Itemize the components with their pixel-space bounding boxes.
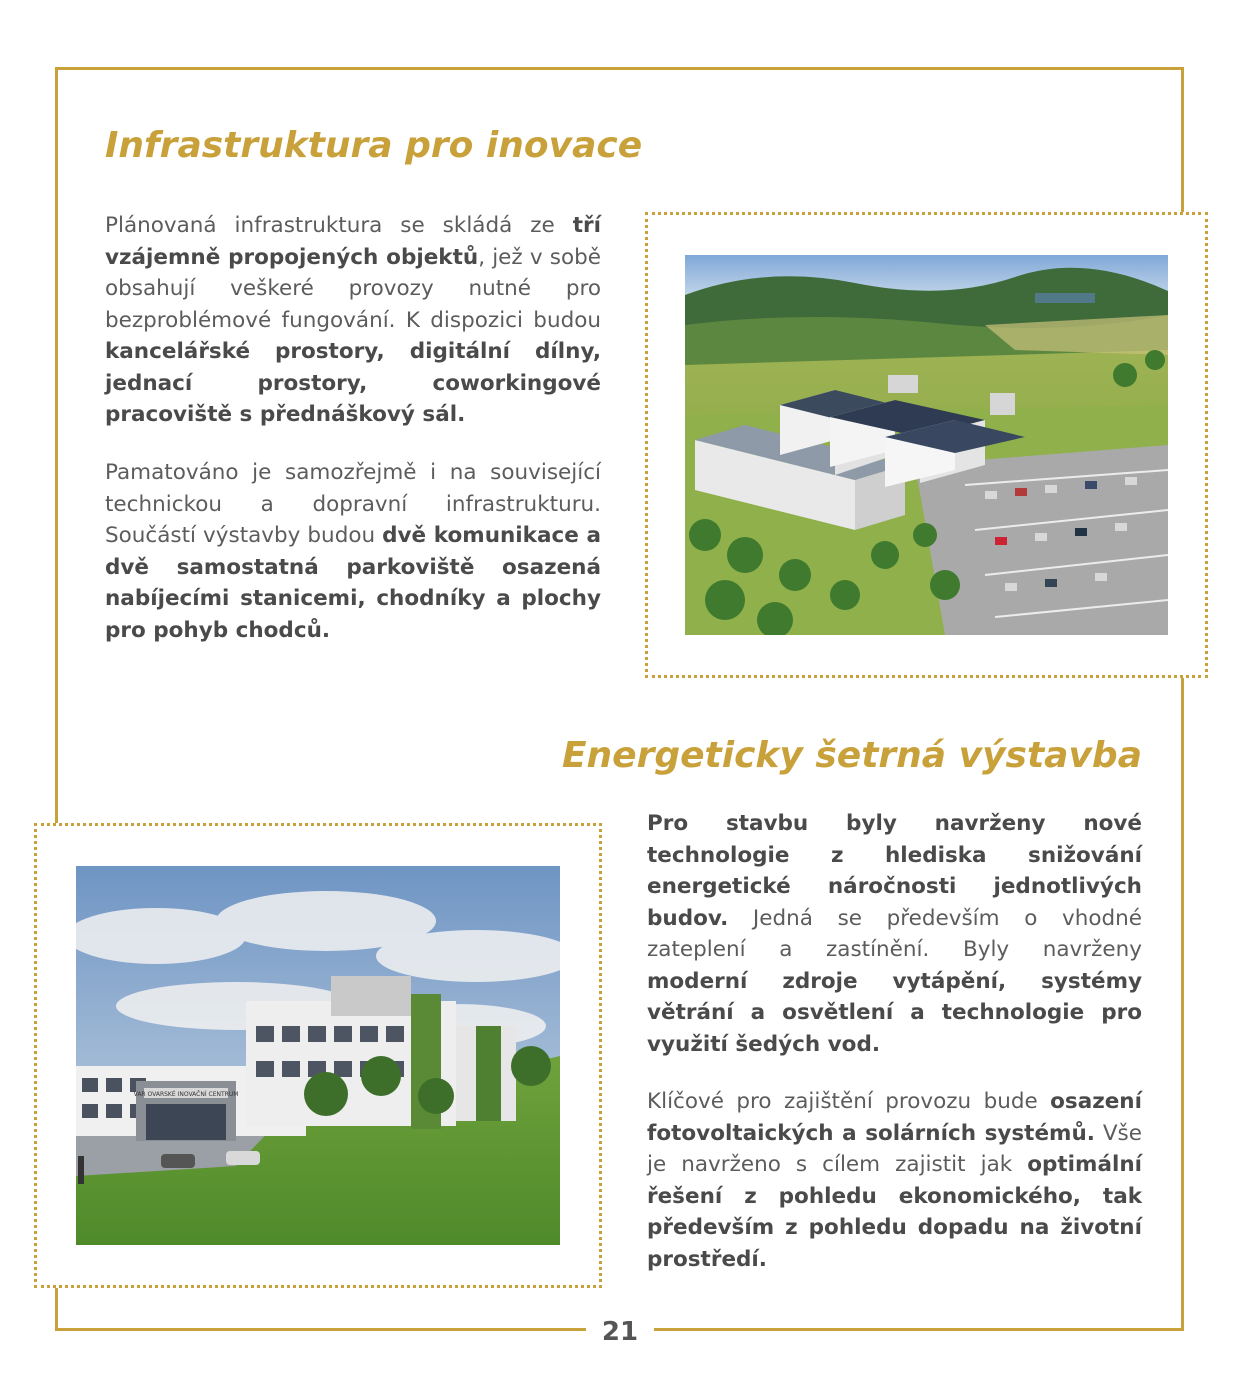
- bold-text-run: tří vzájemně propojených objektů: [105, 213, 601, 270]
- bold-text-run: kancelářské prostory, digitální dílny, jednací prostory, coworkingové pracoviště s přednáškový sál.: [105, 339, 601, 427]
- paragraph-infrastructure-1: [105, 210, 601, 431]
- bold-text-run: osazení fotovoltaických a solárních systémů.: [647, 1089, 1142, 1146]
- building-rendering-photo: [76, 866, 560, 1245]
- paragraph-infrastructure-2: [105, 457, 601, 646]
- section-title-infrastructure: Infrastruktura pro inovace: [105, 125, 643, 166]
- bold-text-run: dvě komunikace a dvě samostatná parkoviště osazená nabíjecími stanicemi, chodníky a plochy pro pohyb chodců.: [105, 523, 601, 643]
- bold-text-run: optimální řešení z pohledu ekonomického, tak především z pohledu dopadu na životní prostředí.: [647, 1152, 1142, 1272]
- text-run: Klíčové pro zajištění provozu bude: [647, 1089, 1051, 1114]
- paragraph-energy-1: [647, 808, 1142, 1060]
- building-sign-text: VAR OVARSKÉ INOVAČNÍ CENTRUM: [133, 1091, 239, 1098]
- paragraph-energy-2: [647, 1086, 1142, 1275]
- text-run: Vše je navrženo s cílem zajistit jak: [647, 1120, 1142, 1177]
- text-run: Plánovaná infrastruktura se skládá ze: [105, 213, 573, 238]
- text-run: , jež v sobě obsahují veškeré provozy nutné pro bezproblémové fungování. K dispozici budou: [105, 244, 601, 333]
- page-number-box: [586, 1312, 654, 1352]
- aerial-campus-photo: [685, 255, 1168, 635]
- section-title-energy: Energeticky šetrná výstavba: [561, 735, 1142, 776]
- page-number: 21: [601, 1317, 639, 1347]
- text-run: Pamatováno je samozřejmě i na související technickou a dopravní infrastrukturu. Součástí výstavby budou: [105, 460, 601, 548]
- text-run: Jedná se především o vhodné zateplení a zastínění. Byly navrženy: [647, 905, 1142, 962]
- bold-text-run: Pro stavbu byly navrženy nové technologie z hlediska snižování energetické náročnosti jednotlivých budov.: [647, 811, 1142, 931]
- bold-text-run: moderní zdroje vytápění, systémy větrání a osvětlení a technologie pro využití šedých vod.: [647, 968, 1142, 1057]
